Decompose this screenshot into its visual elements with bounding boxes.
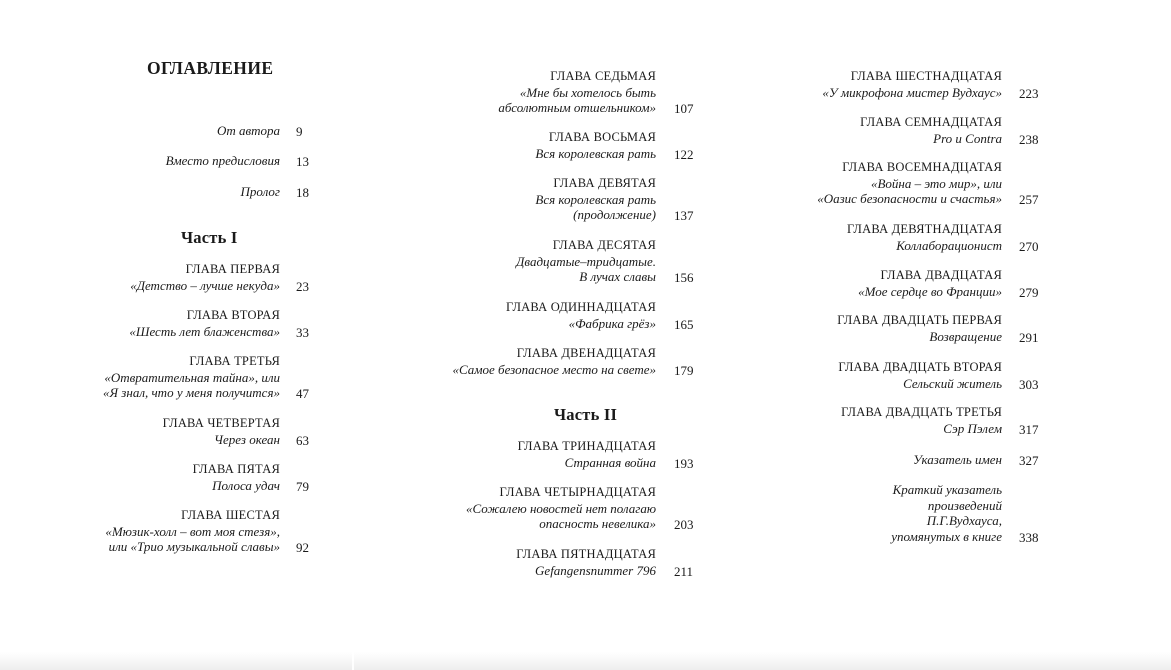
chapter-label: ГЛАВА ТРИНАДЦАТАЯ <box>517 439 656 453</box>
entry-title-line: «Детство – лучше некуда» <box>130 277 280 293</box>
entry-title-line: Gefangensnummer 796 <box>535 562 656 578</box>
entry-text-block <box>166 153 280 169</box>
entry-text-block <box>452 346 656 377</box>
entry-text-block <box>817 160 1002 207</box>
page-number: 303 <box>1019 376 1039 392</box>
entry-title-line: Сэр Пэлем <box>943 420 1002 436</box>
chapter-label: ГЛАВА ВТОРАЯ <box>186 308 280 322</box>
page-number: 223 <box>1019 85 1039 101</box>
entry-text-block <box>105 508 280 555</box>
entry-text-block <box>891 482 1002 544</box>
part-two-heading: Часть II <box>554 405 618 424</box>
entry-text-block <box>822 69 1002 100</box>
entry-title: От автора <box>216 123 280 138</box>
page-number: 79 <box>296 478 309 494</box>
page-number: 107 <box>674 101 694 116</box>
chapter-label: ГЛАВА ДЕСЯТАЯ <box>552 238 656 252</box>
chapter-label: ГЛАВА ЧЕТВЕРТАЯ <box>162 416 280 430</box>
entry-title-line: Двадцатые–тридцатые. <box>516 253 656 269</box>
chapter-label: ГЛАВА ДЕВЯТНАДЦАТАЯ <box>846 222 1002 236</box>
entry-text-block <box>193 462 280 493</box>
page-number: 122 <box>674 146 694 162</box>
entry-title-line: «Мне бы хотелось быть <box>519 84 656 100</box>
chapter-label: ГЛАВА ДВАДЦАТЬ ТРЕТЬЯ <box>841 405 1002 419</box>
entry-title-line: упомянутых в книге <box>891 528 1002 544</box>
page-number: 47 <box>296 386 309 401</box>
entry-title-line: П.Г.Вудхауса, <box>926 513 1002 528</box>
page-number: 92 <box>296 540 309 555</box>
page-gap <box>352 652 354 670</box>
entry-title-line: Pro и Contra <box>933 130 1002 146</box>
entry-title-line: «Шесть лет блаженства» <box>129 323 280 339</box>
entry-title-line: «Мюзик-холл – вот моя стезя», <box>105 523 280 539</box>
entry-title-line: Вся королевская рать <box>535 191 656 207</box>
entry-text-block <box>535 176 656 223</box>
entry-text-block <box>847 222 1002 253</box>
entry-title-line: Странная война <box>564 454 656 470</box>
entry-text-block <box>130 262 280 293</box>
page-number: 179 <box>674 362 694 378</box>
page-number: 279 <box>1019 284 1039 300</box>
chapter-label: ГЛАВА ДЕВЯТАЯ <box>553 176 656 190</box>
entry-text-block <box>841 405 1002 436</box>
entry-text-block <box>103 354 280 401</box>
entry-text-block <box>241 184 280 200</box>
entry-title-line: Сельский житель <box>903 375 1002 391</box>
page-number: 257 <box>1019 192 1039 207</box>
entry-title-line: произведений <box>927 497 1002 513</box>
chapter-label: ГЛАВА ПЯТАЯ <box>192 462 280 476</box>
toc-heading: ОГЛАВЛЕНИЕ <box>147 58 274 78</box>
entry-text-block <box>163 416 280 447</box>
entry-title-line: опасность невелика» <box>539 516 656 531</box>
entry-text-block <box>838 360 1002 391</box>
entry-title-line: Указатель имен <box>913 452 1002 467</box>
entry-title-line: «Сожалею новостей нет полагаю <box>465 500 656 516</box>
part-one-heading: Часть I <box>181 228 238 247</box>
chapter-label: ГЛАВА ПЯТНАДЦАТАЯ <box>516 547 656 561</box>
page-number: 317 <box>1019 421 1039 437</box>
entry-title-line: «Оазис безопасности и счастья» <box>817 191 1002 206</box>
entry-title: Пролог <box>240 184 280 199</box>
entry-text-block <box>837 313 1002 344</box>
entry-text-block <box>516 547 656 578</box>
page-bottom-shadow <box>0 652 1171 670</box>
chapter-label: ГЛАВА ВОСЕМНАДЦАТАЯ <box>842 160 1002 174</box>
entry-text-block <box>535 130 656 161</box>
page-number: 156 <box>674 270 694 285</box>
entry-text-block <box>860 115 1002 146</box>
chapter-label: ГЛАВА ВОСЬМАЯ <box>548 130 656 144</box>
entry-title-line: «Отвратительная тайна», или <box>104 369 280 385</box>
page-number: 193 <box>674 455 694 471</box>
entry-text-block <box>506 300 656 331</box>
entry-title-line: Через океан <box>214 431 280 447</box>
entry-text-block <box>518 439 656 470</box>
chapter-label: ГЛАВА ОДИННАДЦАТАЯ <box>506 300 656 314</box>
entry-title-line: Возвращение <box>929 328 1002 344</box>
chapter-label: ГЛАВА ТРЕТЬЯ <box>189 354 280 368</box>
page-number: 9 <box>296 124 303 139</box>
page-number: 137 <box>674 208 694 223</box>
entry-text-block <box>498 69 656 116</box>
entry-text-block <box>129 308 280 339</box>
entry-text-block <box>466 485 656 532</box>
page-number: 203 <box>674 517 694 532</box>
page-number: 165 <box>674 316 694 332</box>
chapter-label: ГЛАВА ДВАДЦАТАЯ <box>880 268 1002 282</box>
entry-text-block <box>858 268 1002 299</box>
chapter-label: ГЛАВА ЧЕТЫРНАДЦАТАЯ <box>499 485 656 499</box>
chapter-label: ГЛАВА ДВЕНАДЦАТАЯ <box>516 346 656 360</box>
page-number: 327 <box>1019 453 1039 468</box>
entry-title-line: «Я знал, что у меня получится» <box>103 385 280 400</box>
entry-text-block <box>217 123 280 139</box>
chapter-label: ГЛАВА ШЕСТНАДЦАТАЯ <box>850 69 1002 83</box>
page-number: 338 <box>1019 529 1039 545</box>
page-number: 238 <box>1019 131 1039 147</box>
chapter-label: ГЛАВА ДВАДЦАТЬ ВТОРАЯ <box>838 360 1002 374</box>
entry-title-line: «Мое сердце во Франции» <box>858 283 1002 299</box>
entry-title-line: Полоса удач <box>212 477 280 493</box>
page-number: 23 <box>296 278 309 294</box>
entry-title-line: Вся королевская рать <box>535 145 656 161</box>
page-number: 13 <box>296 154 309 169</box>
entry-title-line: Коллаборационист <box>896 237 1002 253</box>
entry-title-line: (продолжение) <box>573 207 656 222</box>
entry-title-line: Краткий указатель <box>892 482 1002 497</box>
entry-title-line: «У микрофона мистер Вудхаус» <box>822 84 1002 100</box>
entry-title-line: В лучах славы <box>579 269 656 284</box>
entry-text-block <box>516 238 656 285</box>
page-number: 18 <box>296 185 309 200</box>
entry-text-block <box>913 452 1002 468</box>
chapter-label: ГЛАВА ШЕСТАЯ <box>181 508 280 522</box>
page-number: 270 <box>1019 238 1039 254</box>
entry-title-line: «Война – это мир», или <box>870 175 1002 191</box>
chapter-label: ГЛАВА СЕМНАДЦАТАЯ <box>860 115 1002 129</box>
entry-title-line: «Фабрика грёз» <box>568 315 656 331</box>
entry-title-line: или «Трио музыкальной славы» <box>108 539 280 554</box>
chapter-label: ГЛАВА ПЕРВАЯ <box>185 262 280 276</box>
page-number: 291 <box>1019 329 1039 345</box>
page-number: 63 <box>296 432 309 448</box>
page-number: 211 <box>674 563 694 579</box>
entry-title-line: «Самое безопасное место на свете» <box>452 361 656 377</box>
chapter-label: ГЛАВА СЕДЬМАЯ <box>550 69 656 83</box>
chapter-label: ГЛАВА ДВАДЦАТЬ ПЕРВАЯ <box>837 313 1002 327</box>
page-number: 33 <box>296 324 309 340</box>
entry-title-line: абсолютным отшельником» <box>498 100 656 115</box>
entry-title: Вместо предисловия <box>165 153 280 168</box>
